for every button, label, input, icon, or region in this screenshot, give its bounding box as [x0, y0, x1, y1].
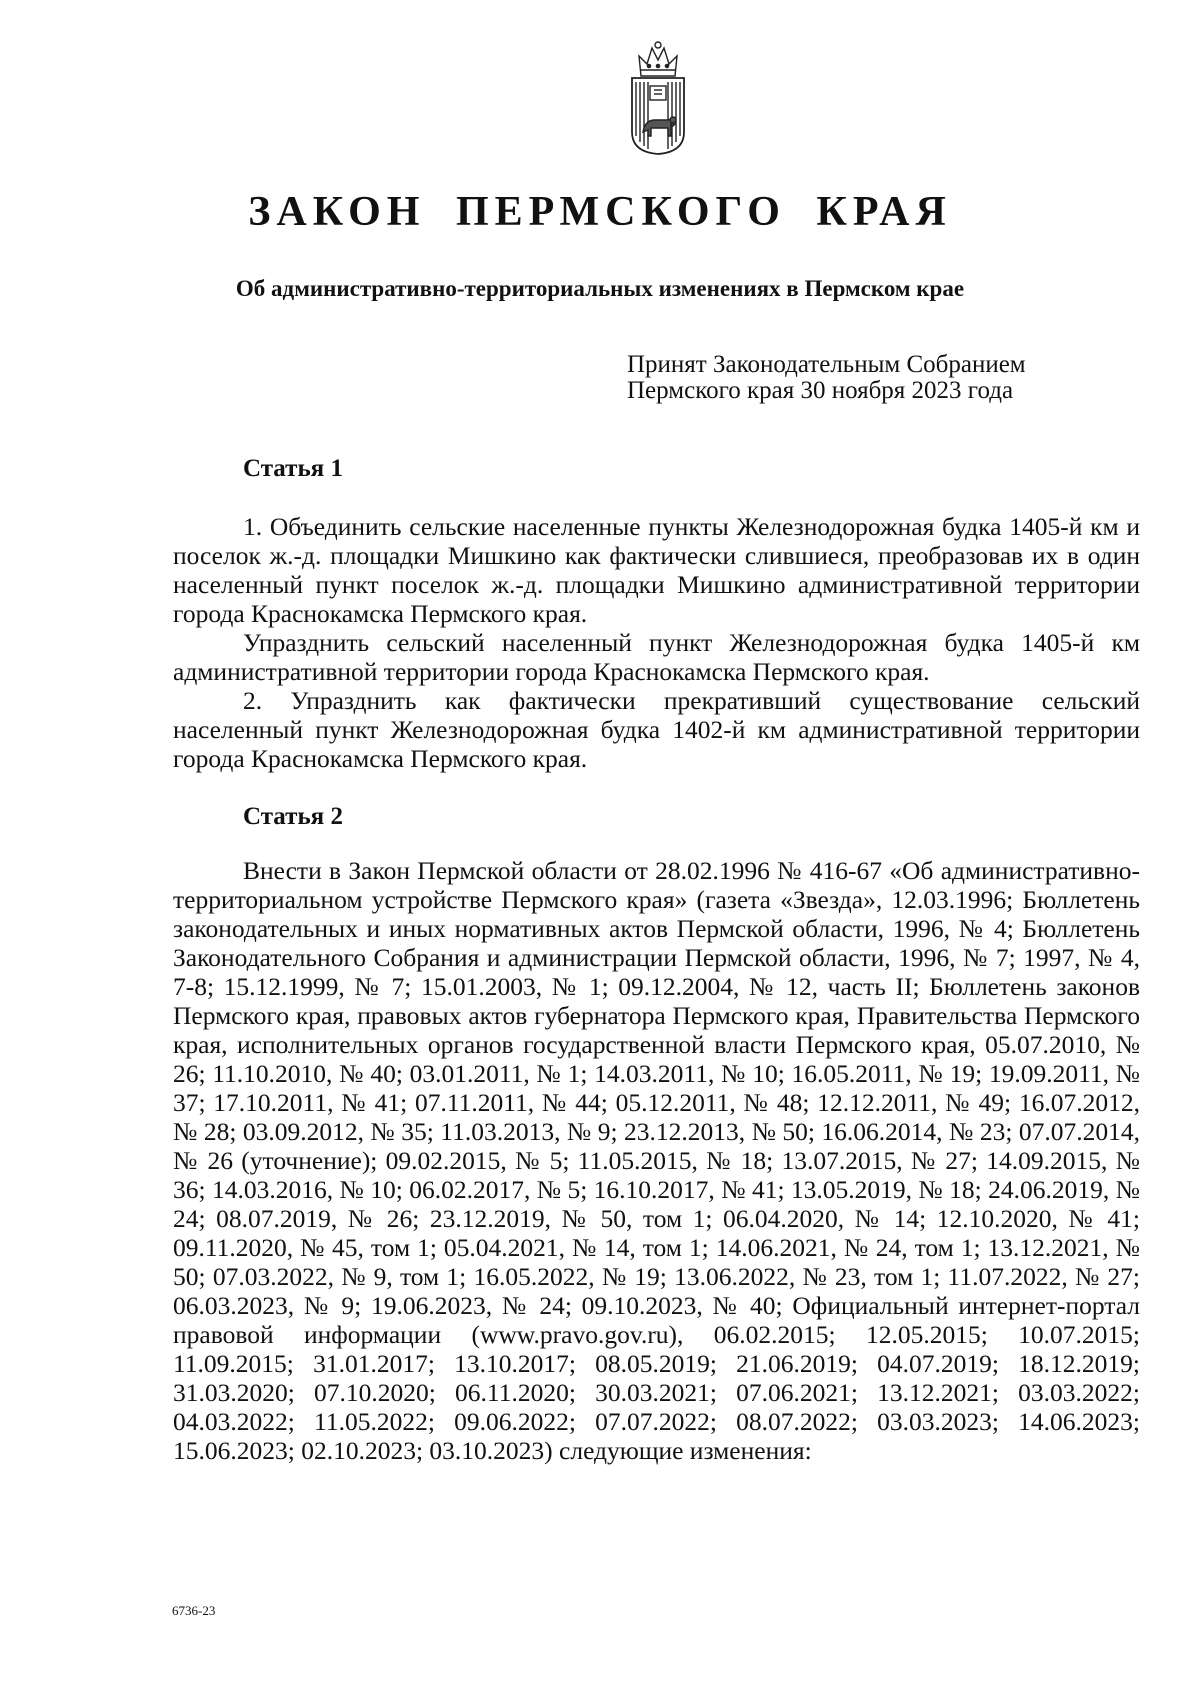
document-number: 6736-23: [172, 1603, 216, 1618]
law-title: ЗАКОН ПЕРМСКОГО КРАЯ: [248, 189, 952, 235]
article-1-heading: Статья 1: [243, 455, 343, 482]
article-2-body: [173, 856, 1140, 1465]
law-subtitle: Об административно-территориальных изменениях в Пермском крае: [235, 276, 965, 301]
article-paragraph: 1. Объединить сельские населенные пункты Железнодорожная будка 1405-й км и поселок ж.-д. площадки Мишкино как фактически слившиеся, преобразовав их в один населенный пункт поселок ж.-д. площадки Мишкино административной территории города Краснокамска Пермского края.: [173, 512, 1140, 628]
adoption-note-line: Пермского края 30 ноября 2023 года: [627, 377, 1014, 404]
coat-of-arms-icon: [627, 40, 689, 156]
article-2-heading: Статья 2: [243, 803, 343, 830]
adoption-note: [627, 352, 1026, 404]
article-1-body: [173, 512, 1140, 773]
article-paragraph: Упразднить сельский населенный пункт Железнодорожная будка 1405-й км административной территории города Краснокамска Пермского края.: [173, 628, 1140, 686]
article-paragraph: Внести в Закон Пермской области от 28.02.1996 № 416-67 «Об административно-территориальном устройстве Пермского края» (газета «Звезда», 12.03.1996; Бюллетень законодательных и иных нормативных актов Пермской области, 1996, № 4; Бюллетень Законодательного Собрания и администрации Пермской области, 1996, № 7; 1997, № 4, 7-8; 15.12.1999, № 7; 15.01.2003, № 1; 09.12.2004, № 12, часть II; Бюллетень законов Пермского края, правовых актов губернатора Пермского края, Правительства Пермского края, исполнительных органов государственной власти Пермского края, 05.07.2010, № 26; 11.10.2010, № 40; 03.01.2011, № 1; 14.03.2011, № 10; 16.05.2011, № 19; 19.09.2011, № 37; 17.10.2011, № 41; 07.11.2011, № 44; 05.12.2011, № 48; 12.12.2011, № 49; 16.07.2012, № 28; 03.09.2012, № 35; 11.03.2013, № 9; 23.12.2013, № 50; 16.06.2014, № 23; 07.07.2014, № 26 (уточнение); 09.02.2015, № 5; 11.05.2015, № 18; 13.07.2015, № 27; 14.09.2015, № 36; 14.03.2016, № 10; 06.02.2017, № 5; 16.10.2017, № 41; 13.05.2019, № 18; 24.06.2019, № 24; 08.07.2019, № 26; 23.12.2019, № 50, том 1; 06.04.2020, № 14; 12.10.2020, № 41; 09.11.2020, № 45, том 1; 05.04.2021, № 14, том 1; 14.06.2021, № 24, том 1; 13.12.2021, № 50; 07.03.2022, № 9, том 1; 16.05.2022, № 19; 13.06.2022, № 23, том 1; 11.07.2022, № 27; 06.03.2023, № 9; 19.06.2023, № 24; 09.10.2023, № 40; Официальный интернет-портал правовой информации (www.pravo.gov.ru), 06.02.2015; 12.05.2015; 10.07.2015; 11.09.2015; 31.01.2017; 13.10.2017; 08.05.2019; 21.06.2019; 04.07.2019; 18.12.2019; 31.03.2020; 07.10.2020; 06.11.2020; 30.03.2021; 07.06.2021; 13.12.2021; 03.03.2022; 04.03.2022; 11.05.2022; 09.06.2022; 07.07.2022; 08.07.2022; 03.03.2023; 14.06.2023; 15.06.2023; 02.10.2023; 03.10.2023) следующие изменения:: [173, 856, 1140, 1465]
adoption-note-line: Принят Законодательным Собранием: [627, 351, 1026, 378]
article-paragraph: 2. Упразднить как фактически прекративший существование сельский населенный пункт Железнодорожная будка 1402-й км административной территории города Краснокамска Пермского края.: [173, 686, 1140, 773]
